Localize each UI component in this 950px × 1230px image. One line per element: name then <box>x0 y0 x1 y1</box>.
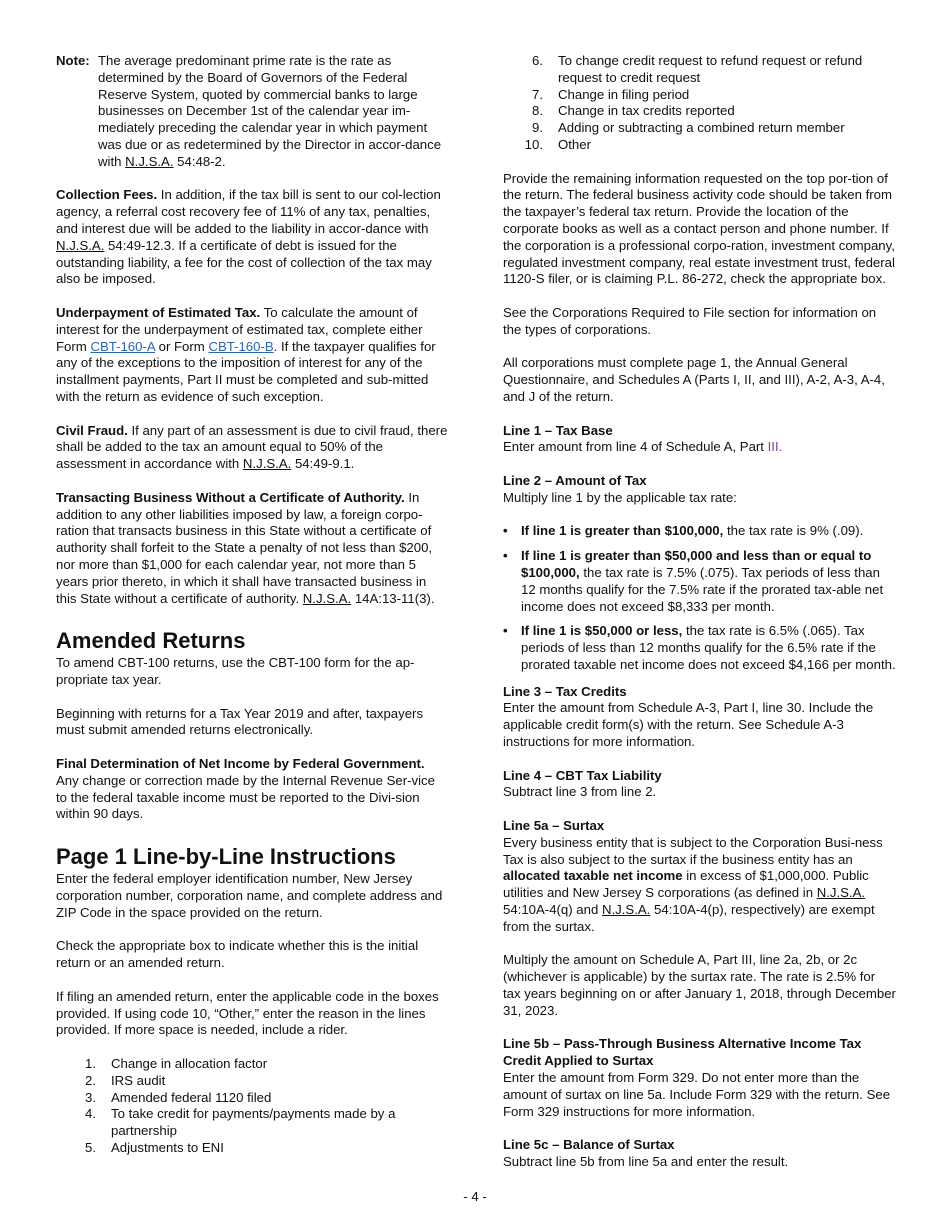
list-item <box>56 1090 449 1107</box>
paragraph <box>56 187 449 288</box>
paragraph <box>503 305 896 339</box>
bullet-item <box>503 548 896 615</box>
text-run: Enter the federal employer identification number, New Jersey corporation number, corporation name, and complete address and ZIP Code in the space provided on the return. <box>56 871 443 920</box>
item-number: 2. <box>85 1072 96 1088</box>
amended-return-codes-list <box>503 53 896 154</box>
paragraph <box>503 171 896 289</box>
left-column <box>56 53 449 1174</box>
form-link[interactable]: CBT-160-B <box>208 338 274 354</box>
paragraph <box>503 952 896 1019</box>
paragraph <box>503 1137 896 1171</box>
tax-rate-list <box>503 523 896 673</box>
bold-text: Underpayment of Estimated Tax. <box>56 304 261 320</box>
bullet-item <box>503 523 896 540</box>
item-number: 4. <box>85 1106 96 1122</box>
text-run: 54:48-2. <box>173 153 226 169</box>
text-run: . If the taxpayer qualifies for any of the exceptions to the imposition of interest for any of the installment payments, Part II must be completed and sub-mitted with the return as evidence of such exception. <box>56 338 436 404</box>
text-run: Enter amount from line 4 of Schedule A, Part <box>503 439 768 455</box>
bold-text: If line 1 is greater than $50,000 and less than or equal to $100,000, <box>521 548 872 580</box>
list-item <box>56 1056 449 1073</box>
paragraph <box>56 490 449 608</box>
item-number: 10. <box>524 136 543 152</box>
text-run: Enter the amount from Form 329. Do not enter more than the amount of surtax on line 5a. Include Form 329 with the return. See Form 329 instructions for more information. <box>503 1070 891 1119</box>
list-item <box>503 137 896 154</box>
line-heading: Line 5a – Surtax <box>503 818 605 834</box>
item-text: Change in allocation factor <box>111 1056 268 1072</box>
note-paragraph <box>56 53 449 171</box>
text-run: To amend CBT-100 returns, use the CBT-100 form for the ap-propriate tax year. <box>56 655 415 688</box>
text-run: Any change or correction made by the Internal Revenue Ser-vice to the federal taxable income must be reported to the Divi-sion within 90 days. <box>56 772 435 822</box>
text-run: 54:49-12.3. If a certificate of debt is issued for the outstanding liability, a fee for the cost of collection of the tax may also be imposed. <box>56 237 432 287</box>
section-heading: Page 1 Line-by-Line Instructions <box>56 844 396 870</box>
text-run: or Form <box>154 338 209 354</box>
text-run: The average predominant prime rate is the rate as determined by the Board of Governors of the Federal Reserve System, quoted by commercial banks to large businesses on December 1st of the calendar year im-mediately preceding the calendar year in which payment was due or as redetermined by the Director in accor-dance with <box>98 53 442 169</box>
item-number: 9. <box>532 120 543 136</box>
paragraph <box>503 423 896 457</box>
text-run: the tax rate is 9% (.09). <box>723 523 864 539</box>
text-run: 54:49-9.1. <box>291 456 355 472</box>
item-text: Change in tax credits reported <box>558 103 735 119</box>
bold-text: If line 1 is greater than $100,000, <box>521 523 724 539</box>
bold-text: Transacting Business Without a Certificate of Authority. <box>56 489 405 505</box>
bullet-icon: • <box>503 523 508 539</box>
paragraph <box>56 938 449 972</box>
form-link[interactable]: CBT-160-A <box>90 338 155 354</box>
text-run: If filing an amended return, enter the applicable code in the boxes provided. If using code 10, “Other,” enter the reason in the lines provided. If more space is needed, include a rider. <box>56 988 439 1038</box>
bullet-icon: • <box>503 623 508 639</box>
paragraph <box>503 473 896 507</box>
item-number: 1. <box>85 1056 96 1072</box>
statute-reference: N.J.S.A. <box>601 902 651 918</box>
statute-reference: N.J.S.A. <box>125 153 174 169</box>
note-text <box>98 53 449 171</box>
text-run: 54:10A-4(p), respectively) are exempt from the surtax. <box>503 902 875 934</box>
bullet-text <box>521 523 863 540</box>
text-run: Every business entity that is subject to the Corporation Busi-ness Tax is also subject to the surtax if the business entity has an <box>503 834 883 867</box>
item-text: To take credit for payments/payments made by a partnership <box>111 1106 396 1139</box>
bullet-text <box>521 548 896 615</box>
list-item <box>503 87 896 104</box>
list-item <box>503 53 896 87</box>
paragraph <box>503 768 896 802</box>
text-run: All corporations must complete page 1, the Annual General Questionnaire, and Schedules A (Parts I, II, and III), A-2, A-3, A-4, and J of the return. <box>503 355 885 404</box>
text-run: If any part of an assessment is due to civil fraud, there shall be added to the tax an amount equal to 50% of the assessment in accordance with <box>56 422 448 472</box>
line-heading: Line 3 – Tax Credits <box>503 683 627 699</box>
page-number: - 4 - <box>463 1189 487 1204</box>
paragraph <box>503 355 896 405</box>
text-run: in excess of $1,000,000. Public utilities and New Jersey S corporations (as defined in <box>503 868 869 901</box>
bullet-icon: • <box>503 548 508 564</box>
list-item <box>56 1073 449 1090</box>
text-run: 14A:13-11(3). <box>351 590 435 606</box>
text-run: III. <box>767 439 783 455</box>
statute-reference: N.J.S.A. <box>242 456 292 472</box>
item-number: 8. <box>532 103 543 119</box>
text-run: Beginning with returns for a Tax Year 2019 and after, taxpayers must submit amended returns electronically. <box>56 705 424 738</box>
text-run: Provide the remaining information requested on the top por-tion of the return. The federal business activity code should be taken from the taxpayer’s federal tax return. Provide the location of the corporate books as well as a contact person and phone number. If the corporation is a professional corpo-ration, investment company, regulated investment company, real estate investment trust, federal 1120-S filer, or is claiming P.L. 86-272, check the appropriate box. <box>503 170 895 287</box>
text-run: Subtract line 5b from line 5a and enter the result. <box>503 1154 789 1169</box>
statute-reference: N.J.S.A. <box>816 885 866 901</box>
right-column <box>503 53 896 1188</box>
text-run: the tax rate is 7.5% (.075). Tax periods of less than 12 months qualify for the 7.5% rate if the prorated tax-able net income does not exceed $8,333 per month. <box>521 564 884 614</box>
paragraph <box>56 305 449 406</box>
item-text: Amended federal 1120 filed <box>111 1089 272 1105</box>
text-run: Check the appropriate box to indicate whether this is the initial return or an amended return. <box>56 938 419 971</box>
text-run: the tax rate is 6.5% (.065). Tax periods of less than 12 months qualify for the 6.5% rate if the prorated taxable net income does not exceed $4,166 per month. <box>521 623 896 672</box>
note-label: Note: <box>56 53 90 68</box>
item-text: Adding or subtracting a combined return member <box>558 120 845 136</box>
item-number: 6. <box>532 53 543 68</box>
text-run: See the Corporations Required to File section for information on the types of corporations. <box>503 304 877 337</box>
bold-text: Civil Fraud. <box>56 422 128 438</box>
item-text: IRS audit <box>111 1072 166 1088</box>
amended-return-codes-list <box>56 1056 449 1157</box>
line-heading: Line 1 – Tax Base <box>503 422 613 438</box>
paragraph <box>56 871 449 921</box>
bold-text: If line 1 is $50,000 or less, <box>521 623 683 639</box>
paragraph <box>56 423 449 473</box>
text-run: In addition to any other liabilities imposed by law, a foreign corpo-ration that transacts business in this State without a certificate of authority shall forfeit to the State a penalty of not less than $200, nor more than $1,000 for each calendar year, not more than 5 years prior thereto, in which it shall have transacted business in this State without a certificate of authority. <box>56 489 433 606</box>
list-item <box>503 120 896 137</box>
paragraph <box>56 756 449 823</box>
text-run: In addition, if the tax bill is sent to our col-lection agency, a referral cost recovery fee of 11% of any tax, penalties, and interest due will be added to the liability in accor-dance with <box>56 187 441 236</box>
line-heading: Line 4 – CBT Tax Liability <box>503 767 662 783</box>
statute-reference: N.J.S.A. <box>56 237 105 253</box>
item-text: Adjustments to ENI <box>111 1140 224 1156</box>
paragraph <box>503 818 896 936</box>
statute-reference: N.J.S.A. <box>302 590 352 606</box>
text-run: To calculate the amount of interest for the underpayment of estimated tax, complete either Form <box>56 304 423 354</box>
list-item <box>56 1140 449 1157</box>
list-item <box>503 103 896 120</box>
bullet-item <box>503 623 896 673</box>
item-text: To change credit request to refund request or refund request to credit request <box>558 53 863 85</box>
item-text: Change in filing period <box>558 86 690 102</box>
paragraph <box>503 1036 896 1120</box>
item-number: 7. <box>532 86 543 102</box>
text-run: Enter the amount from Schedule A-3, Part I, line 30. Include the applicable credit form(s) with the return. See Schedule A-3 instructions for more information. <box>503 700 874 750</box>
line-heading: Line 2 – Amount of Tax <box>503 472 647 488</box>
paragraph <box>503 684 896 751</box>
section-heading: Amended Returns <box>56 628 246 654</box>
bold-text: allocated taxable net income <box>503 868 683 884</box>
text-run: Subtract line 3 from line 2. <box>503 784 657 800</box>
list-item <box>56 1106 449 1140</box>
text-run: 54:10A-4(q) and <box>503 902 602 918</box>
bold-text: Collection Fees. <box>56 187 158 203</box>
text-run: Multiply the amount on Schedule A, Part III, line 2a, 2b, or 2c (whichever is applicable) by the surtax rate. The rate is 2.5% for tax years beginning on or after January 1, 2018, through December 31, 2023. <box>503 952 896 1018</box>
item-number: 5. <box>85 1140 96 1156</box>
line-heading: Line 5b – Pass-Through Business Alternative Income Tax Credit Applied to Surtax <box>503 1036 862 1069</box>
item-text: Other <box>558 136 591 152</box>
line-heading: Line 5c – Balance of Surtax <box>503 1137 675 1153</box>
bullet-text <box>521 623 896 673</box>
bold-text: Final Determination of Net Income by Federal Government. <box>56 756 425 772</box>
paragraph <box>56 989 449 1039</box>
paragraph <box>56 706 449 740</box>
text-run: Multiply line 1 by the applicable tax rate: <box>503 489 737 505</box>
paragraph <box>56 655 449 689</box>
item-number: 3. <box>85 1089 96 1105</box>
